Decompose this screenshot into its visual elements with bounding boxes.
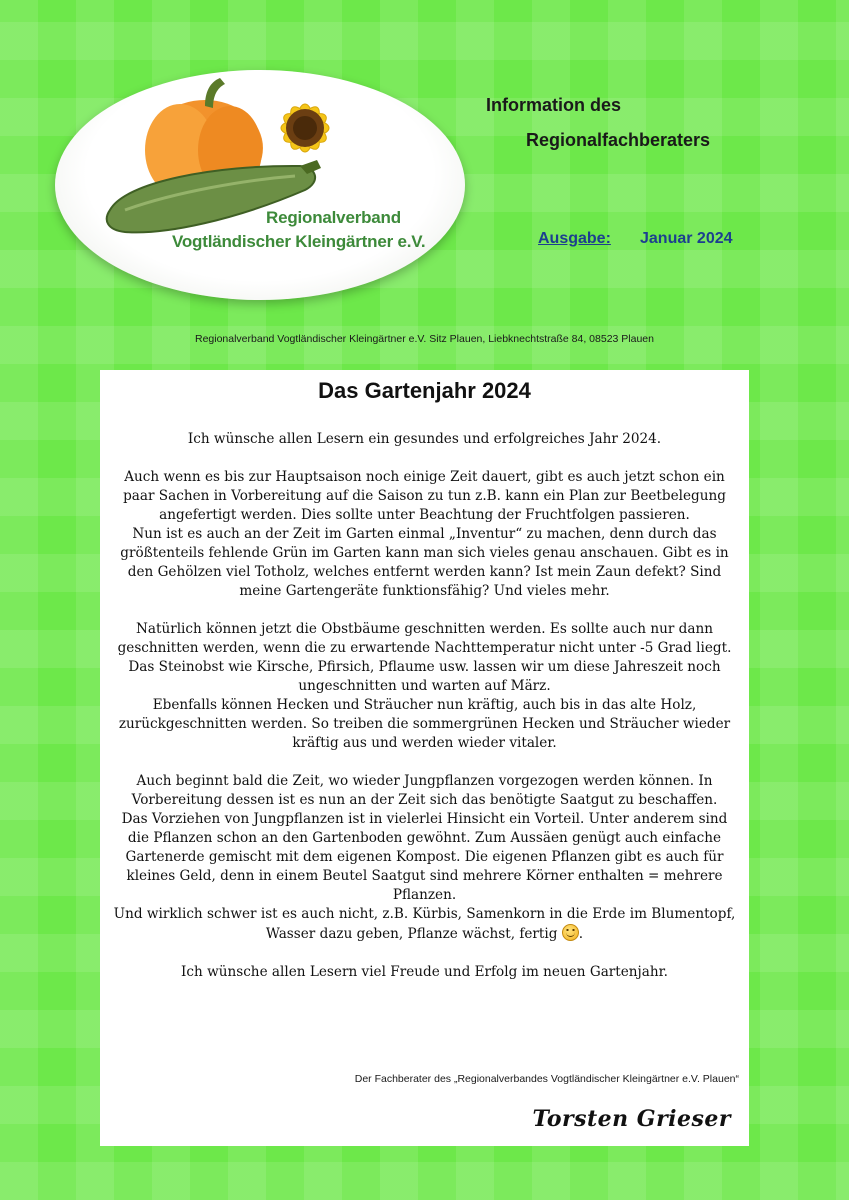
article-title: Das Gartenjahr 2024 (318, 378, 531, 403)
address-line: Regionalverband Vogtländischer Kleingärtner e.V. Sitz Plauen, Liebknechtstraße 84, 08523 Plauen (194, 333, 654, 345)
sunflower-icon (280, 103, 331, 154)
logo (55, 70, 465, 300)
author-note: Der Fachberater des „Regionalverbandes Vogtländischer Kleingärtner e.V. Plauen“ (354, 1073, 739, 1085)
paragraph: Das Vorziehen von Jungpflanzen ist in vielerlei Hinsicht ein Vorteil. Unter anderem sind die Pflanzen schon an den Gartenboden gewöhnt. Zum Aussäen genügt auch einfache Gartenerde gemischt mit dem eigenen Kompost. Die eigenen Pflanzen gibt es auch für kleines Geld, denn in einem Beutel Saatgut sind mehrere Körner enthalten = mehrere Pflanzen. (121, 811, 728, 903)
greeting-paragraph: Ich wünsche allen Lesern ein gesundes und erfolgreiches Jahr 2024. (187, 431, 662, 447)
paragraph: Natürlich können jetzt die Obstbäume geschnitten werden. Es sollte auch nur dann geschnitten werden, wenn die zu erwartende Nachttemperatur nicht unter -5 Grad liegt. Das Steinobst wie Kirsche, Pfirsich, Pflaume usw. lassen wir um diese Jahreszeit noch ungeschnitten und warten auf März. (117, 621, 732, 694)
smiley-icon (562, 924, 579, 941)
article-body (110, 430, 739, 982)
paragraph: Auch wenn es bis zur Hauptsaison noch einige Zeit dauert, gibt es auch jetzt schon ein paar Sachen in Vorbereitung auf die Saison zu tun z.B. kann ein Plan zur Beetbelegung angefertigt werden. Dies sollte unter Beachtung der Fruchtfolgen passieren. (123, 469, 726, 523)
article-panel (100, 370, 749, 1146)
logo-illustration (55, 70, 465, 300)
paragraph: Nun ist es auch an der Zeit im Garten einmal „Inventur“ zu machen, denn durch das größtenteils fehlende Grün im Garten kann man sich vieles genau anschauen. Gibt es in den Gehölzen viel Totholz, welches entfernt werden kann? Ist mein Zaun defekt? Sind meine Gartengeräte funktionsfähig? Und vieles mehr. (120, 526, 729, 599)
paragraph-with-smiley (110, 905, 739, 944)
header-title-line1: Information des (486, 95, 622, 115)
issue-label: Ausgabe: (538, 230, 611, 247)
closing-paragraph: Ich wünsche allen Lesern viel Freude und Erfolg im neuen Gartenjahr. (181, 964, 668, 980)
header-title-line2: Regionalfachberaters (526, 130, 711, 150)
paragraph-text: Und wirklich schwer ist es auch nicht, z.B. Kürbis, Samenkorn in die Erde im Blumentopf, Wasser dazu geben, Pflanze wächst, fertig (113, 906, 736, 942)
paragraph: Ebenfalls können Hecken und Sträucher nun kräftig, auch bis in das alte Holz, zurückgeschnitten werden. So treiben die sommergrünen Hecken und Sträucher wieder kräftig aus und werden wieder vitaler. (118, 697, 731, 751)
logo-text-line1: Regionalverband (266, 208, 401, 227)
paragraph: Auch beginnt bald die Zeit, wo wieder Jungpflanzen vorgezogen werden können. In Vorbereitung dessen ist es nun an der Zeit sich das benötigte Saatgut zu beschaffen. (131, 773, 718, 808)
signature: Torsten Grieser (532, 1106, 731, 1132)
issue-value: Januar 2024 (640, 230, 733, 247)
paragraph-end: . (578, 926, 584, 942)
logo-text-line2: Vogtländischer Kleingärtner e.V. (172, 232, 426, 251)
